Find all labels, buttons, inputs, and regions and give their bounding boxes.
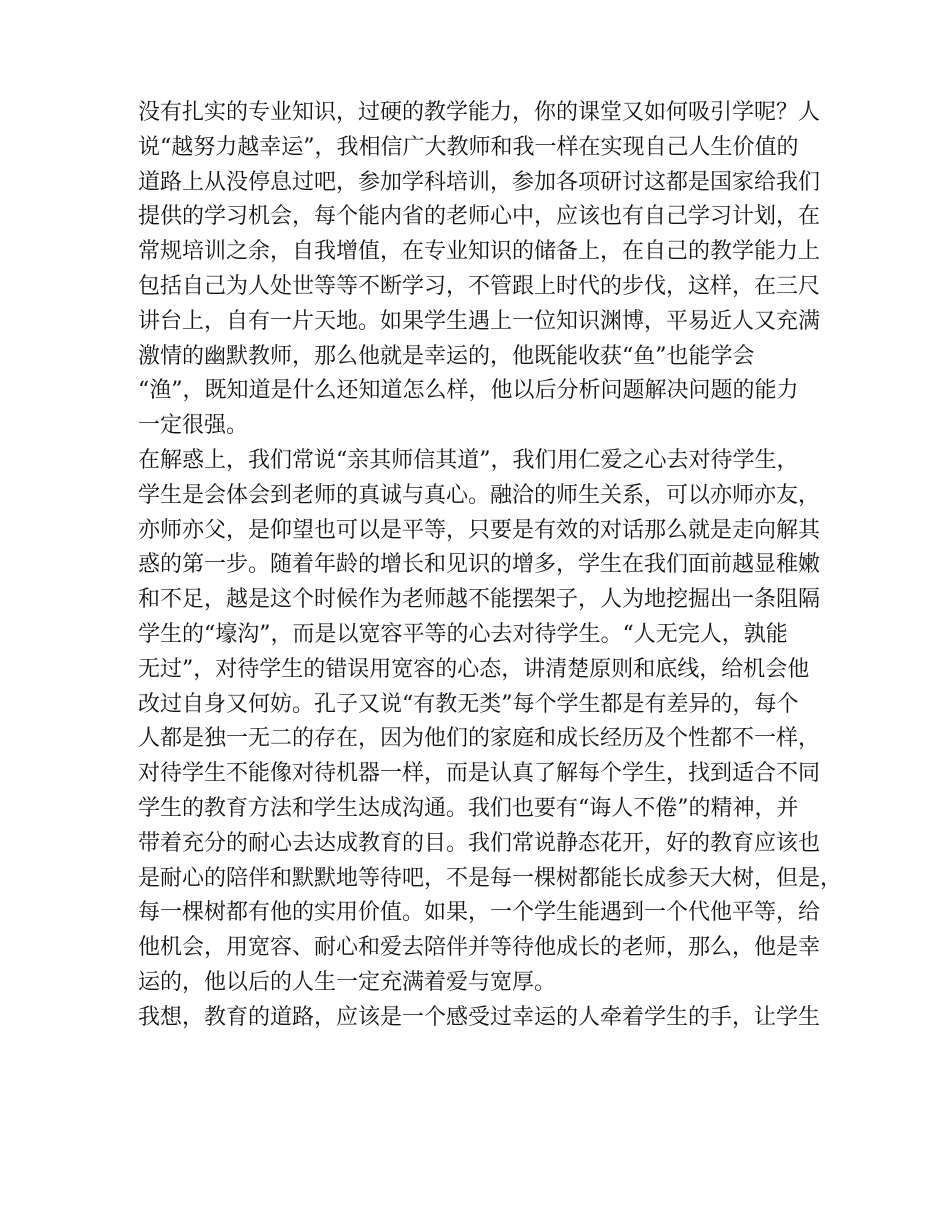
text-line: 带着充分的耐心去达成教育的目。我们常说静态花开，好的教育应该也: [138, 830, 821, 856]
text-line: 亦师亦父，是仰望也可以是平等，只要是有效的对话那么就是走向解其: [138, 517, 821, 543]
text-line: 激情的幽默教师，那么他就是幸运的，他既能收获“鱼”也能学会: [138, 343, 755, 369]
text-line: 学生的“壕沟”，而是以宽容平等的心去对待学生。“人无完人，孰能: [138, 621, 788, 647]
text-line: 一定很强。: [138, 413, 249, 439]
body-text: [138, 96, 843, 1036]
text-line: 对待学生不能像对待机器一样，而是认真了解每个学生，找到适合不同: [138, 761, 821, 787]
text-line: 讲台上，自有一片天地。如果学生遇上一位知识渊博，平易近人又充满: [138, 308, 821, 334]
text-line: 没有扎实的专业知识，过硬的教学能力，你的课堂又如何吸引学呢？人: [138, 100, 821, 125]
text-line: 说“越努力越幸运”，我相信广大教师和我一样在实现自己人生价值的: [138, 134, 799, 160]
text-line: 包括自己为人处世等等不断学习，不管跟上时代的步伐，这样，在三尺: [138, 273, 821, 299]
text-line: 道路上从没停息过吧，参加学科培训，参加各项研讨这都是国家给我们: [138, 169, 821, 195]
text-line: 我想，教育的道路，应该是一个感受过幸运的人牵着学生的手，让学生: [138, 1004, 821, 1030]
text-line: 惑的第一步。随着年龄的增长和见识的增多，学生在我们面前越显稚嫩: [138, 552, 821, 578]
text-line: 和不足，越是这个时候作为老师越不能摆架子，人为地挖掘出一条阻隔: [138, 587, 821, 613]
text-line: “渔”，既知道是什么还知道怎么样，他以后分析问题解决问题的能力: [138, 378, 799, 404]
text-line: 每一棵树都有他的实用价值。如果，一个学生能遇到一个代他平等，给: [138, 900, 821, 926]
text-line: 运的，他以后的人生一定充满着爱与宽厚。: [138, 969, 557, 995]
text-line: 学生是会体会到老师的真诚与真心。融洽的师生关系，可以亦师亦友，: [138, 482, 821, 508]
text-line: 改过自身又何妨。孔子又说“有教无类”每个学生都是有差异的，每个: [138, 691, 799, 717]
text-line: 是耐心的陪伴和默默地等待吧，不是每一棵树都能长成参天大树，但是，: [138, 865, 843, 891]
text-line: 提供的学习机会，每个能内省的老师心中，应该也有自己学习计划，在: [138, 204, 821, 230]
text-line: 学生的教育方法和学生达成沟通。我们也要有“诲人不倦”的精神，并: [138, 795, 799, 821]
text-line: 他机会，用宽容、耐心和爱去陪伴并等待他成长的老师，那么，他是幸: [138, 935, 821, 961]
text-line: 常规培训之余，自我增值，在专业知识的储备上，在自己的教学能力上: [138, 239, 821, 265]
text-line: 在解惑上，我们常说“亲其师信其道”，我们用仁爱之心去对待学生，: [138, 447, 799, 473]
text-line: 人都是独一无二的存在，因为他们的家庭和成长经历及个性都不一样，: [138, 726, 821, 752]
text-line: 无过”，对待学生的错误用宽容的心态，讲清楚原则和底线，给机会他: [138, 656, 810, 682]
